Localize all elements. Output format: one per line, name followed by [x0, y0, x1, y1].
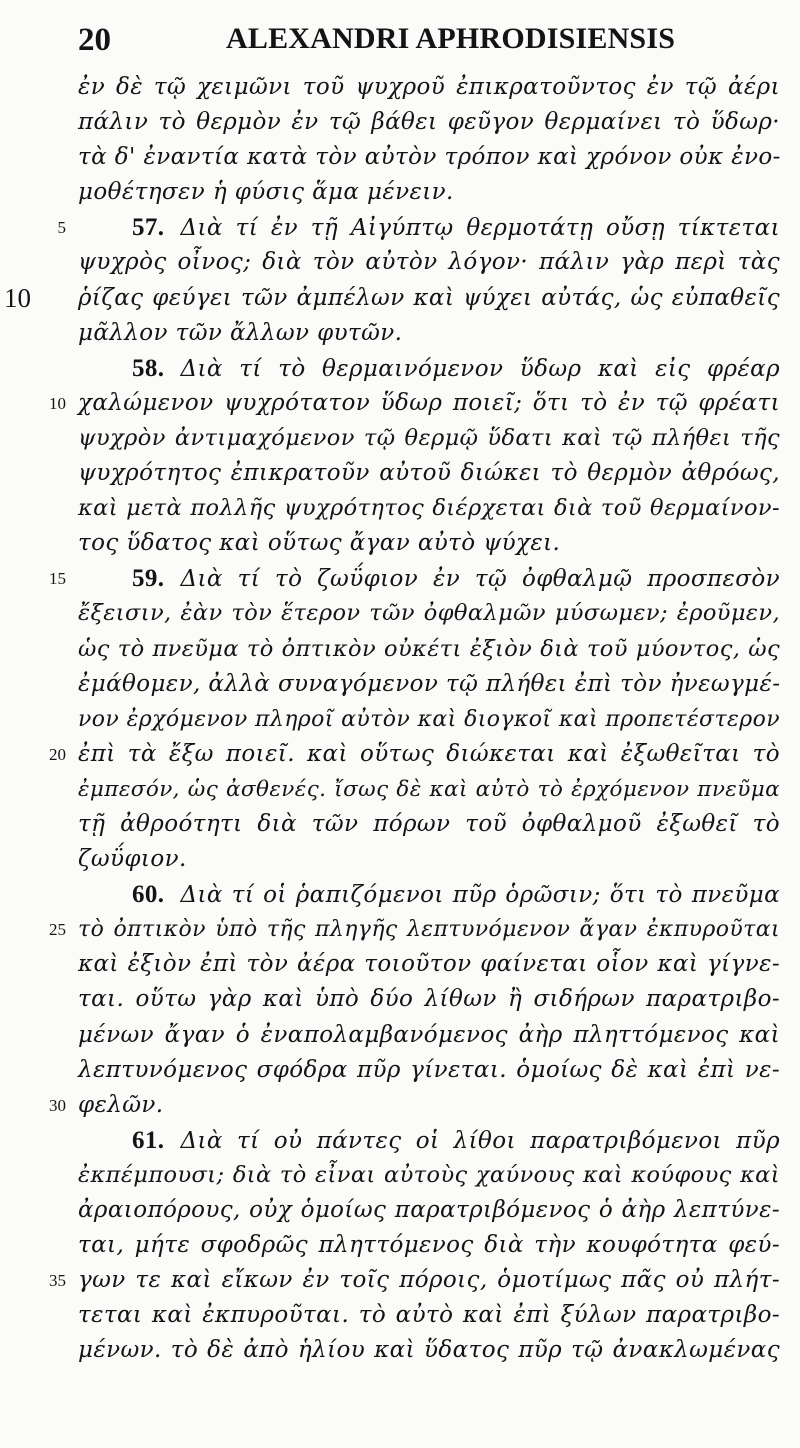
section-number: 60.	[132, 881, 165, 909]
line-text: Διὰ τί τὸ θερμαινόμενον ὕδωρ καὶ εἰς φρέαρ	[180, 355, 780, 382]
line-text: φελῶν.	[78, 1091, 164, 1118]
text-line	[0, 1018, 800, 1053]
line-text: καὶ μετὰ πολλῆς ψυχρότητος διέρχεται διὰ τοῦ θερμαίνον-	[78, 495, 780, 522]
line-text: Διὰ τί ἐν τῇ Αἰγύπτῳ θερμοτάτῃ οὔσῃ τίκτεται	[180, 215, 780, 242]
line-text: ἐμπεσόν, ὡς ἀσθενές. ἴσως δὲ καὶ αὐτὸ τὸ ἐρχόμενον πνεῦμα	[78, 776, 780, 802]
text-line	[0, 877, 800, 912]
text-line	[0, 982, 800, 1017]
text-line	[0, 1333, 800, 1368]
line-text: καὶ ἐξιὸν ἐπὶ τὸν ἀέρα τοιοῦτον φαίνεται οἷον καὶ γίγνε-	[78, 951, 780, 978]
text-line	[0, 526, 800, 561]
text-line	[0, 1123, 800, 1158]
line-text: τος ὕδατος καὶ οὕτως ἄγαν αὐτὸ ψύχει.	[78, 530, 561, 557]
line-text: ῥίζας φεύγει τῶν ἀμπέλων καὶ ψύχει αὐτάς, ὡς εὐπαθεῖς	[78, 284, 780, 311]
text-line	[0, 596, 800, 631]
line-number: 25	[49, 920, 66, 940]
line-text: ψυχρὸς οἶνος; διὰ τὸν αὐτὸν λόγον· πάλιν γὰρ περὶ τὰς	[78, 249, 780, 276]
line-text: χαλώμενον ψυχρότατον ὕδωρ ποιεῖ; ὅτι τὸ ἐν τῷ φρέατι	[78, 389, 780, 416]
greek-text-body	[0, 70, 800, 1368]
section-number: 59.	[132, 565, 165, 593]
text-line	[0, 70, 800, 105]
text-line	[0, 702, 800, 737]
text-line	[0, 1193, 800, 1228]
page-number: 20	[78, 22, 111, 58]
line-text: ὡς τὸ πνεῦμα τὸ ὀπτικὸν οὐκέτι ἐξιὸν διὰ τοῦ μύοντος, ὡς	[78, 635, 780, 662]
text-line	[0, 667, 800, 702]
line-text: μένων ἄγαν ὁ ἐναπολαμβανόμενος ἀὴρ πληττόμενος καὶ	[78, 1021, 780, 1048]
text-line	[0, 842, 800, 877]
text-line	[0, 737, 800, 772]
line-number: 5	[57, 218, 66, 238]
line-text: ψυχρότητος ἐπικρατοῦν αὐτοῦ διώκει τὸ θερμὸν ἀθρόως,	[78, 460, 780, 487]
line-text: ἐκπέμπουσι; διὰ τὸ εἶναι αὐτοὺς χαύνους καὶ κούφους καὶ	[78, 1161, 780, 1188]
line-text: γων τε καὶ εἴκων ἐν τοῖς πόροις, ὁμοτίμως πᾶς οὐ πλήτ-	[78, 1267, 780, 1294]
line-text: τὰ δ' ἐναντία κατὰ τὸν αὐτὸν τρόπον καὶ χρόνον οὐκ ἐνο-	[78, 144, 781, 171]
line-text: Διὰ τί τὸ ζωΰφιον ἐν τῷ ὀφθαλμῷ προσπεσὸν	[180, 566, 780, 593]
text-line	[0, 491, 800, 526]
text-line	[0, 456, 800, 491]
text-line	[0, 772, 800, 807]
line-number: 35	[49, 1271, 66, 1291]
text-line	[0, 421, 800, 456]
text-line	[0, 947, 800, 982]
line-text: τῇ ἀθροότητι διὰ τῶν πόρων τοῦ ὀφθαλμοῦ ἐξωθεῖ τὸ	[78, 810, 780, 837]
text-line	[0, 281, 800, 316]
text-line	[0, 912, 800, 947]
text-line	[0, 632, 800, 667]
line-text: ται, μήτε σφοδρῶς πληττόμενος διὰ τὴν κουφότητα φεύ-	[78, 1232, 780, 1259]
line-text: ἐν δὲ τῷ χειμῶνι τοῦ ψυχροῦ ἐπικρατοῦντος ἐν τῷ ἀέρι	[78, 74, 780, 100]
text-line	[0, 386, 800, 421]
line-text: ται. οὕτω γὰρ καὶ ὑπὸ δύο λίθων ἢ σιδήρων παρατριβο-	[78, 986, 780, 1013]
line-number: 15	[49, 569, 66, 589]
text-line	[0, 807, 800, 842]
line-text: ἐμάθομεν, ἀλλὰ συναγόμενον τῷ πλήθει ἐπὶ τὸν ἠνεωγμέ-	[78, 670, 781, 697]
page-header	[0, 10, 800, 60]
line-text: ζωΰφιον.	[78, 846, 187, 873]
section-number: 58.	[132, 354, 165, 382]
line-text: Διὰ τί οἱ ῥαπιζόμενοι πῦρ ὁρῶσιν; ὅτι τὸ πνεῦμα	[180, 882, 780, 909]
line-text: νον ἐρχόμενον πληροῖ αὐτὸν καὶ διογκοῖ καὶ προπετέστερον	[78, 706, 780, 732]
text-line	[0, 1053, 800, 1088]
text-line	[0, 1088, 800, 1123]
running-title: ALEXANDRI APHRODISIENSIS	[226, 22, 676, 55]
line-number: 30	[49, 1095, 66, 1115]
line-text: μοθέτησεν ἡ φύσις ἅμα μένειν.	[78, 179, 454, 206]
line-text: μᾶλλον τῶν ἄλλων φυτῶν.	[78, 319, 403, 346]
text-line	[0, 1263, 800, 1298]
text-line	[0, 351, 800, 386]
line-text: ψυχρὸν ἀντιμαχόμενον τῷ θερμῷ ὕδατι καὶ τῷ πλήθει τῆς	[78, 424, 780, 451]
line-text: Διὰ τί οὐ πάντες οἱ λίθοι παρατριβόμενοι πῦρ	[180, 1127, 780, 1154]
text-line	[0, 210, 800, 245]
line-text: πάλιν τὸ θερμὸν ἐν τῷ βάθει φεῦγον θερμαίνει τὸ ὕδωρ·	[78, 109, 780, 136]
section-number: 57.	[132, 214, 165, 242]
section-number: 61.	[132, 1126, 165, 1154]
line-number: 10	[4, 282, 31, 313]
line-text: λεπτυνόμενος σφόδρα πῦρ γίνεται. ὁμοίως δὲ καὶ ἐπὶ νε-	[78, 1056, 780, 1083]
line-text: τεται καὶ ἐκπυροῦται. τὸ αὐτὸ καὶ ἐπὶ ξύλων παρατριβο-	[78, 1302, 780, 1329]
line-text: ἀραιοπόρους, οὐχ ὁμοίως παρατριβόμενος ὁ ἀὴρ λεπτύνε-	[78, 1197, 780, 1223]
text-line	[0, 1228, 800, 1263]
text-line	[0, 561, 800, 596]
line-number: 10	[49, 393, 66, 413]
text-line	[0, 245, 800, 280]
line-text: ἐπὶ τὰ ἔξω ποιεῖ. καὶ οὕτως διώκεται καὶ ἐξωθεῖται τὸ	[78, 740, 780, 767]
text-line	[0, 316, 800, 351]
line-text: τὸ ὀπτικὸν ὑπὸ τῆς πληγῆς λεπτυνόμενον ἄγαν ἐκπυροῦται	[78, 917, 780, 943]
text-line	[0, 175, 800, 210]
text-line	[0, 105, 800, 140]
line-text: ἔξεισιν, ἐὰν τὸν ἕτερον τῶν ὀφθαλμῶν μύσωμεν; ἐροῦμεν,	[78, 600, 780, 627]
line-text: μένων. τὸ δὲ ἀπὸ ἡλίου καὶ ὕδατος πῦρ τῷ ἀνακλωμένας	[78, 1337, 780, 1364]
text-line	[0, 1298, 800, 1333]
text-line	[0, 140, 800, 175]
line-number: 20	[49, 744, 66, 764]
text-line	[0, 1158, 800, 1193]
